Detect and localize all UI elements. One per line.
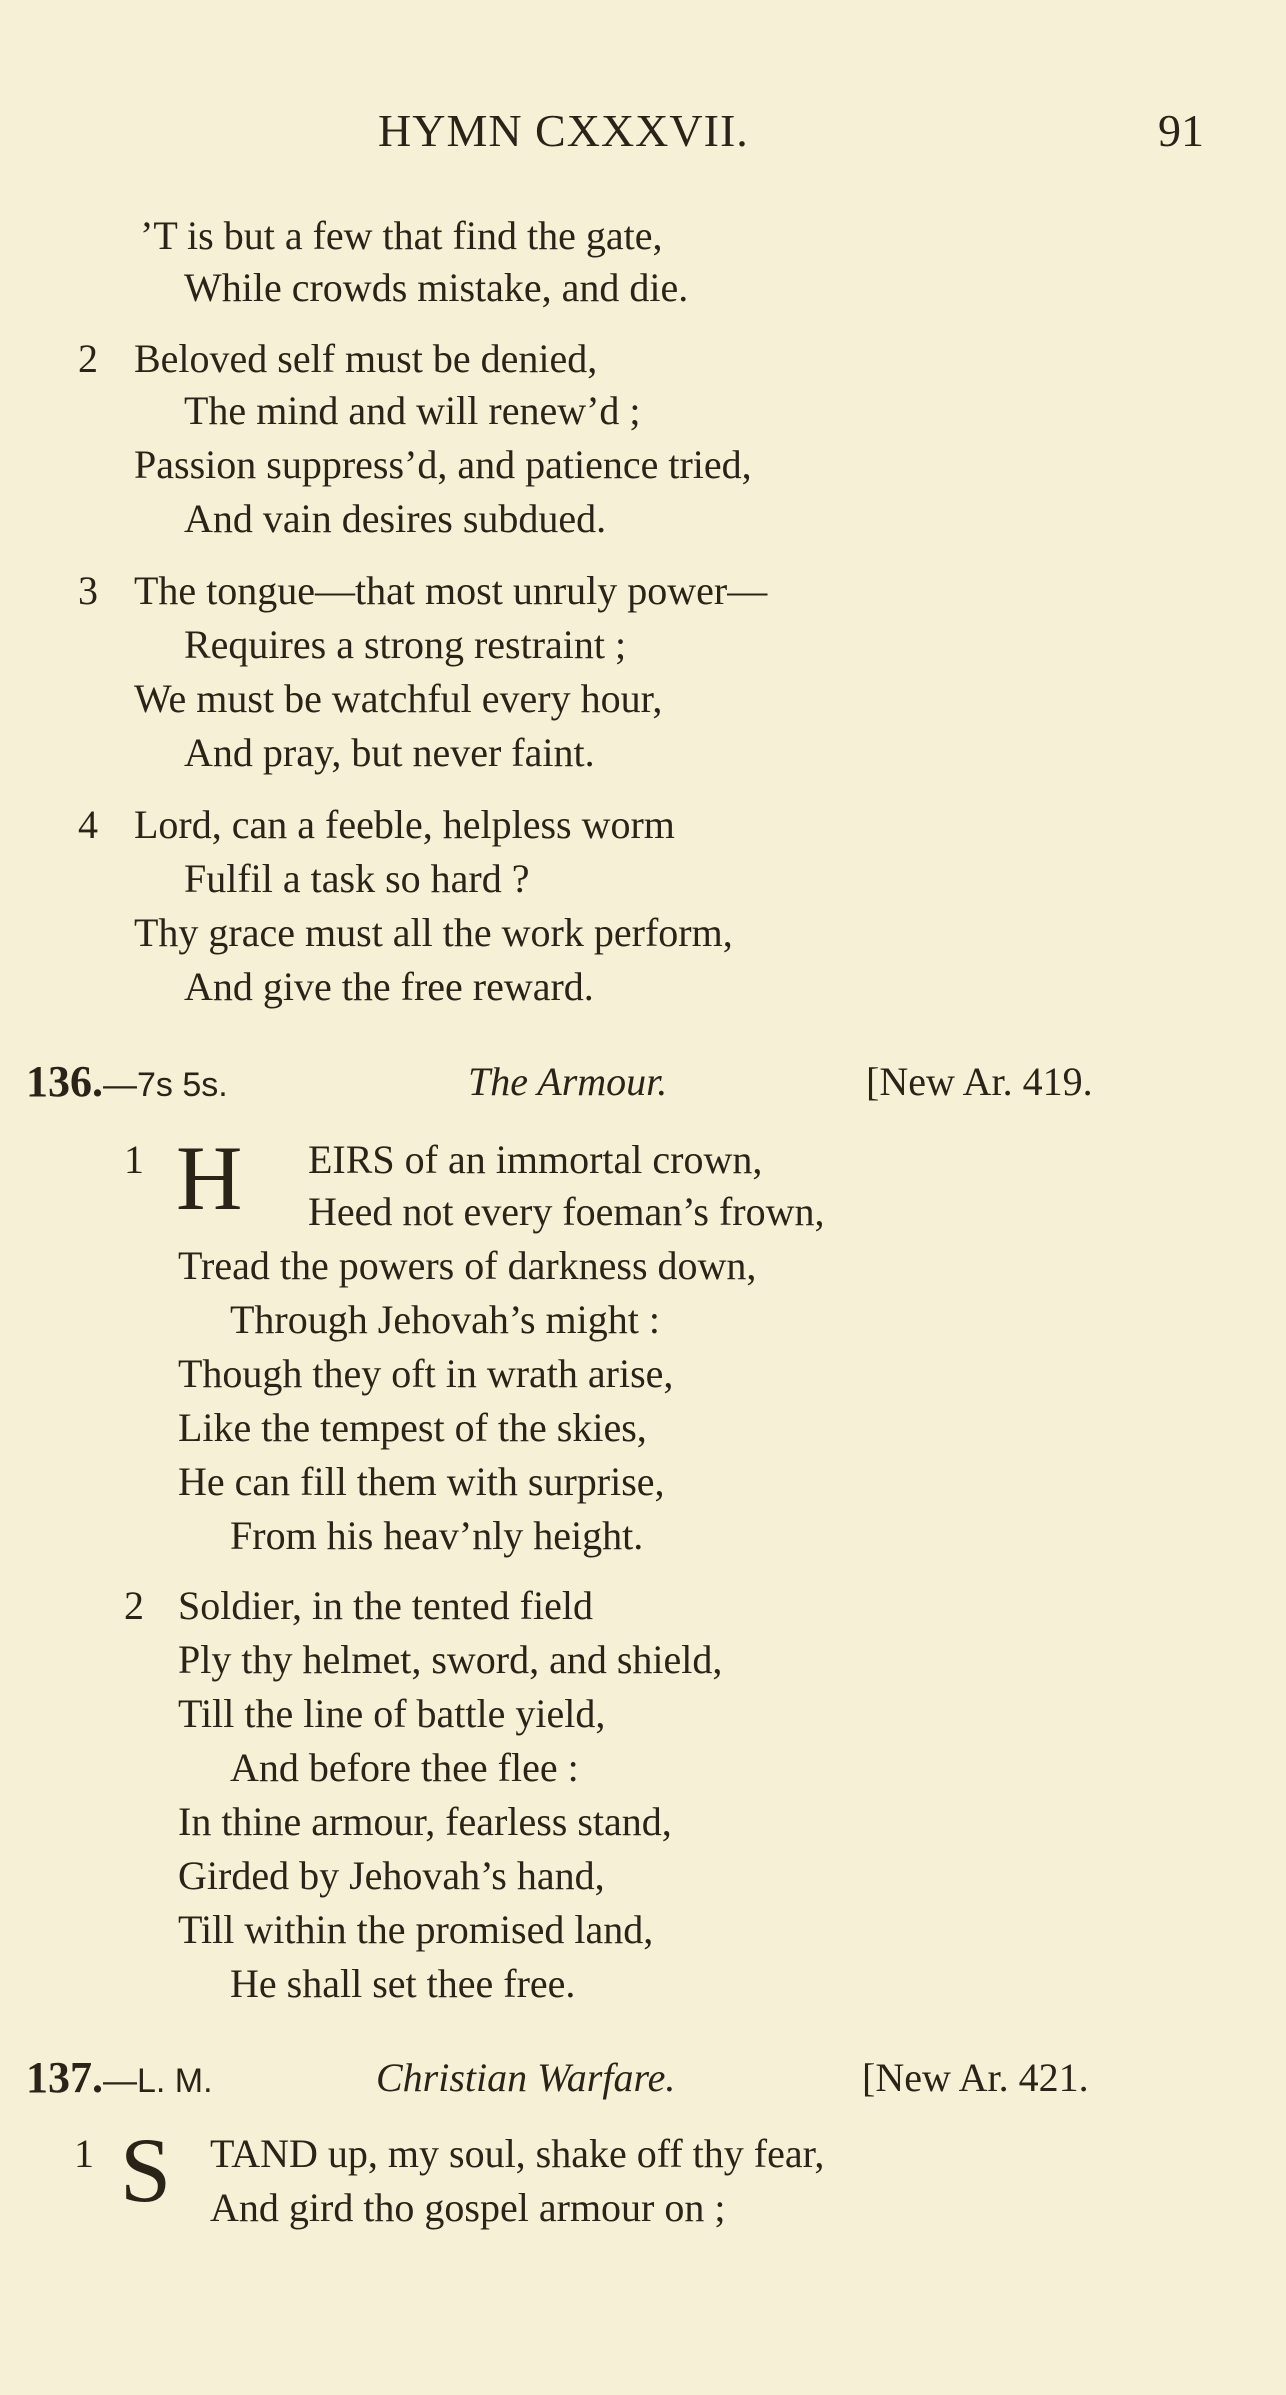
tune-reference: [New Ar. 419. [866, 1059, 1093, 1104]
verse-line: Passion suppress’d, and patience tried, [134, 442, 752, 487]
verse-line: While crowds mistake, and die. [184, 265, 689, 310]
verse-line: He can fill them with surprise, [178, 1459, 665, 1504]
verse-line: And vain desires subdued. [184, 496, 607, 541]
verse-line: Ply thy helmet, sword, and shield, [178, 1637, 723, 1682]
hymn-meter: —7s 5s. [103, 1066, 228, 1104]
verse-line: The tongue—that most unruly power— [134, 568, 768, 613]
verse-line: Like the tempest of the skies, [178, 1405, 647, 1450]
page-number: 91 [1158, 105, 1204, 156]
tune-reference: [New Ar. 421. [862, 2055, 1089, 2100]
verse-line: Till the line of battle yield, [178, 1691, 606, 1736]
hymn-title: Christian Warfare. [376, 2055, 676, 2100]
stanza-number: 3 [78, 568, 98, 613]
verse-line: From his heav’nly height. [230, 1513, 644, 1558]
verse-line: Thy grace must all the work perform, [134, 910, 733, 955]
verse-line: Lord, can a feeble, helpless worm [134, 802, 675, 847]
stanza-number: 1 [74, 2131, 94, 2176]
stanza-number: 2 [124, 1583, 144, 1628]
stanza-number: 1 [124, 1137, 144, 1182]
verse-line: And before thee flee : [230, 1745, 579, 1790]
verse-line: Requires a strong restraint ; [184, 622, 627, 667]
hymn-number: 137. [26, 2053, 103, 2102]
verse-line: And pray, but never faint. [184, 730, 595, 775]
verse-line: Beloved self must be denied, [134, 336, 598, 381]
verse-line: He shall set thee free. [230, 1961, 576, 2006]
verse-line: EIRS of an immortal crown, [308, 1137, 763, 1182]
running-header: HYMN CXXXVII. [378, 105, 749, 156]
verse-line: Soldier, in the tented field [178, 1583, 593, 1628]
verse-line: Through Jehovah’s might : [230, 1297, 660, 1342]
drop-cap: S [120, 2119, 172, 2221]
verse-line: And give the free reward. [184, 964, 594, 1009]
stanza-number: 2 [78, 336, 98, 381]
hymn-title: The Armour. [468, 1059, 668, 1104]
verse-line: We must be watchful every hour, [134, 676, 663, 721]
verse-line: And gird tho gospel armour on ; [210, 2185, 726, 2230]
hymn-heading-137 [26, 2054, 1266, 2106]
drop-cap: H [176, 1127, 243, 1229]
hymn-meter: —L. M. [103, 2062, 213, 2100]
stanza-number: 4 [78, 802, 98, 847]
hymn-heading-136 [26, 1058, 1266, 1110]
verse-line: The mind and will renew’d ; [184, 388, 641, 433]
verse-line: Girded by Jehovah’s hand, [178, 1853, 605, 1898]
verse-line: Fulfil a task so hard ? [184, 856, 530, 901]
verse-line: Tread the powers of darkness down, [178, 1243, 757, 1288]
verse-line: In thine armour, fearless stand, [178, 1799, 672, 1844]
verse-line: Though they oft in wrath arise, [178, 1351, 674, 1396]
verse-line: ’T is but a few that find the gate, [140, 213, 663, 258]
verse-line: TAND up, my soul, shake off thy fear, [210, 2131, 825, 2176]
verse-line: Heed not every foeman’s frown, [308, 1189, 825, 1234]
hymn-number: 136. [26, 1057, 103, 1106]
verse-line: Till within the promised land, [178, 1907, 654, 1952]
